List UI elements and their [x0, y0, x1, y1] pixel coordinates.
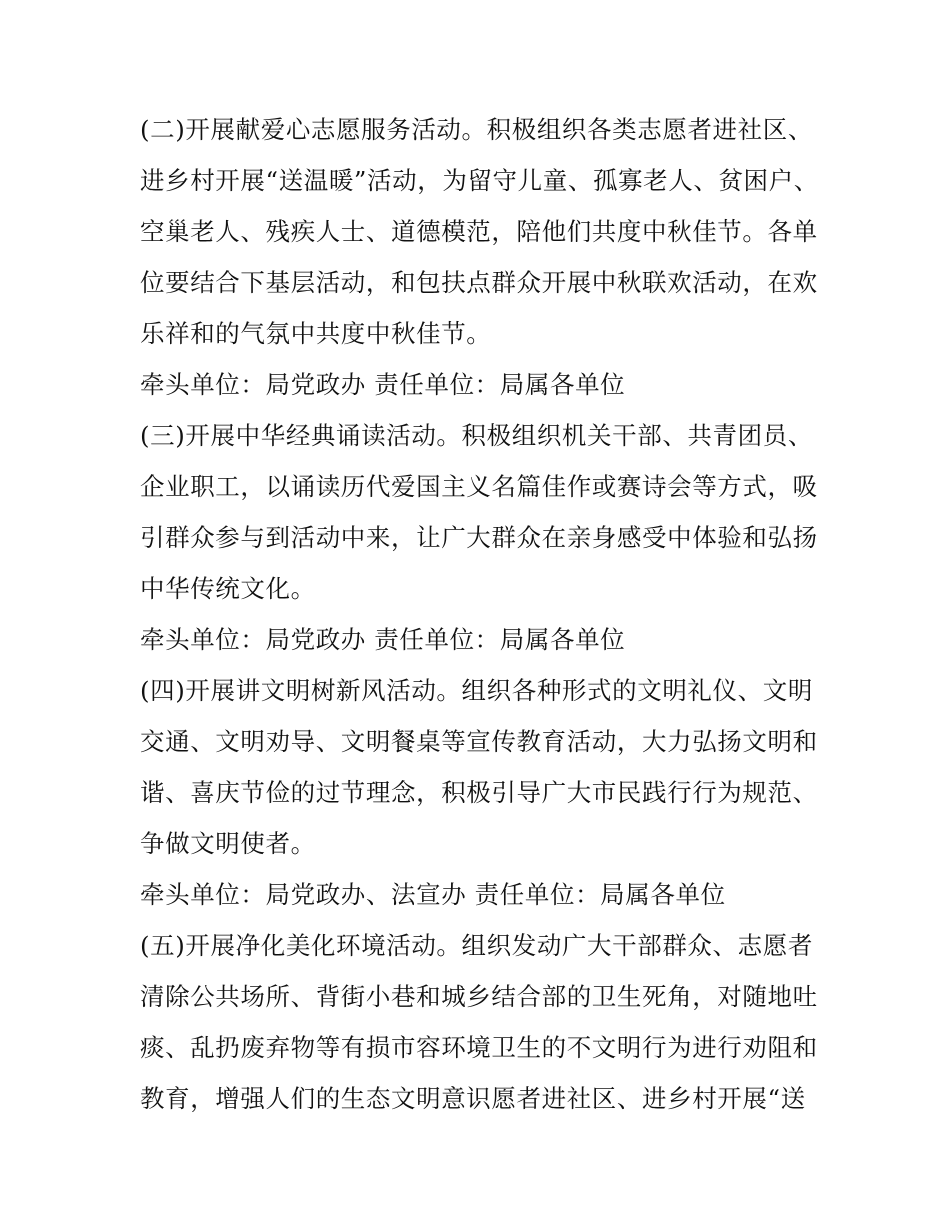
responsibility-line: 牵头单位：局党政办、法宣办 责任单位：局属各单位 — [140, 880, 726, 909]
paragraph-line: 位要结合下基层活动，和包扶点群众开展中秋联欢活动，在欢 — [140, 268, 818, 297]
paragraph-line: 进乡村开展“送温暖”活动，为留守儿童、孤寡老人、贫困户、 — [140, 166, 819, 195]
paragraph-line: 谐、喜庆节俭的过节理念，积极引导广大市民践行行为规范、 — [140, 778, 818, 807]
paragraph-line: 教育，增强人们的生态文明意识愿者进社区、进乡村开展“送 — [140, 1084, 806, 1113]
paragraph-line: (四)开展讲文明树新风活动。组织各种形式的文明礼仪、文明 — [140, 676, 813, 705]
section-3 — [140, 410, 820, 665]
section-5 — [140, 920, 820, 1124]
paragraph-line: 企业职工，以诵读历代爱国主义名篇佳作或赛诗会等方式，吸 — [140, 472, 818, 501]
section-4 — [140, 665, 820, 920]
paragraph-line: 争做文明使者。 — [140, 829, 316, 858]
paragraph-line: (三)开展中华经典诵读活动。积极组织机关干部、共青团员、 — [140, 421, 813, 450]
responsibility-line: 牵头单位：局党政办 责任单位：局属各单位 — [140, 625, 626, 654]
section-2 — [140, 104, 820, 410]
paragraph-line: 清除公共场所、背街小巷和城乡结合部的卫生死角，对随地吐 — [140, 982, 818, 1011]
paragraph-line: 引群众参与到活动中来，让广大群众在亲身感受中体验和弘扬 — [140, 523, 818, 552]
responsibility-line: 牵头单位：局党政办 责任单位：局属各单位 — [140, 370, 626, 399]
paragraph-line: 空巢老人、残疾人士、道德模范，陪他们共度中秋佳节。各单 — [140, 217, 818, 246]
paragraph-line: 乐祥和的气氛中共度中秋佳节。 — [140, 319, 492, 348]
paragraph-line: 交通、文明劝导、文明餐桌等宣传教育活动，大力弘扬文明和 — [140, 727, 818, 756]
paragraph-line: 中华传统文化。 — [140, 574, 316, 603]
paragraph-line: 痰、乱扔废弃物等有损市容环境卫生的不文明行为进行劝阻和 — [140, 1033, 818, 1062]
paragraph-line: (二)开展献爱心志愿服务活动。积极组织各类志愿者进社区、 — [140, 115, 813, 144]
paragraph-line: (五)开展净化美化环境活动。组织发动广大干部群众、志愿者 — [140, 931, 813, 960]
document-body — [140, 104, 820, 1124]
